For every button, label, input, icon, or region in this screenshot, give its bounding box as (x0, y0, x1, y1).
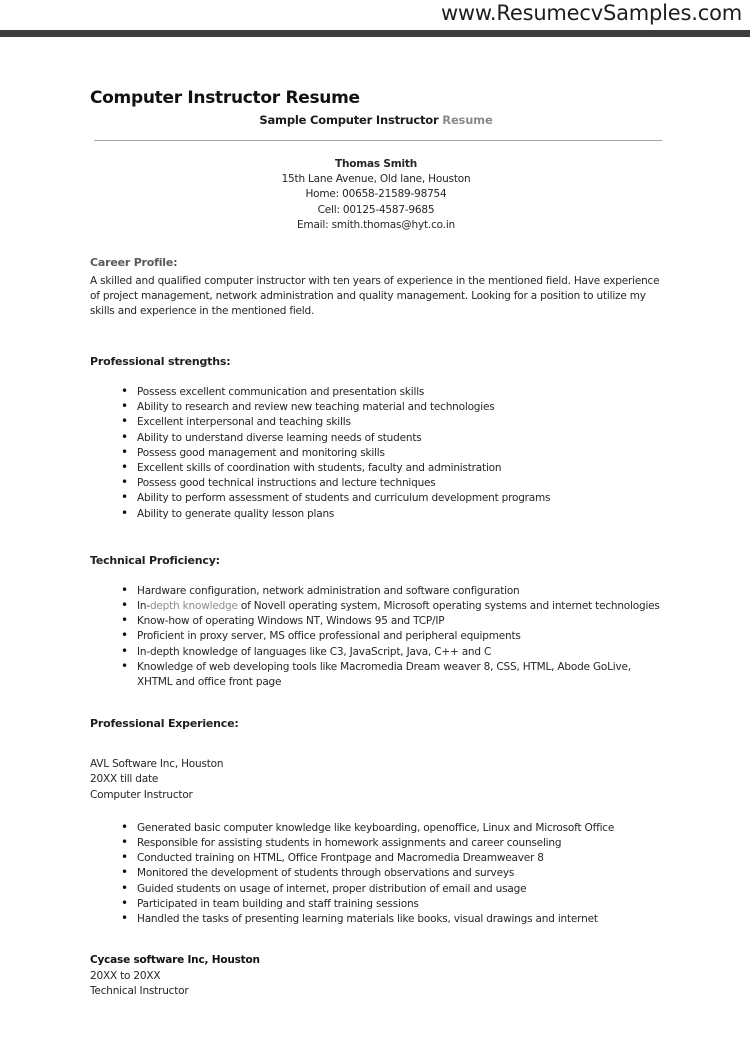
list-item: • Excellent skills of coordination with students, faculty and administration (137, 461, 662, 476)
list-item: • Handled the tasks of presenting learning materials like books, visual drawings and internet (137, 912, 662, 927)
list-item: • Monitored the development of students through observations and surveys (137, 866, 662, 881)
section-professional-experience (90, 716, 662, 999)
list-item: • Generated basic computer knowledge like keyboarding, openoffice, Linux and Microsoft Office (137, 821, 662, 836)
technical-list (90, 584, 662, 690)
list-item: • Possess excellent communication and presentation skills (137, 385, 662, 400)
contact-name: Thomas Smith (335, 158, 417, 170)
experience-heading: Professional Experience: (90, 717, 239, 731)
list-item: • Participated in team building and staff training sessions (137, 897, 662, 912)
list-item: • Conducted training on HTML, Office Frontpage and Macromedia Dreamweaver 8 (137, 851, 662, 866)
contact-address: 15th Lane Avenue, Old lane, Houston (281, 173, 471, 186)
list-item: • Excellent interpersonal and teaching skills (137, 415, 662, 430)
job-company: AVL Software Inc, Houston (90, 758, 224, 771)
list-item: • Responsible for assisting students in homework assignments and career counseling (137, 836, 662, 851)
job-role: Technical Instructor (90, 984, 189, 997)
experience-job-avl (90, 757, 662, 927)
job-role: Computer Instructor (90, 788, 193, 801)
site-url-link[interactable]: www.ResumecvSamples.com (440, 1, 742, 25)
career-profile-text: A skilled and qualified computer instructor with ten years of experience in the mentioned field. Have experience of project management, network administration and quality management. Looking for a position to utilize my skills and experience in the mentioned field. (90, 275, 660, 318)
list-item: • Ability to understand diverse learning needs of students (137, 431, 662, 446)
section-professional-strengths (90, 354, 662, 522)
contact-home-phone: Home: 00658-21589-98754 (305, 188, 447, 201)
section-career-profile (90, 255, 662, 319)
job-company: Cycase software Inc, Houston (90, 954, 260, 967)
technical-heading: Technical Proficiency: (90, 553, 220, 567)
subtitle-accent: Resume (442, 113, 493, 127)
career-profile-heading: Career Profile: (90, 256, 178, 270)
contact-cell-phone: Cell: 00125-4587-9685 (317, 203, 435, 216)
contact-block (90, 157, 662, 233)
list-item: • Ability to generate quality lesson plans (137, 507, 662, 522)
job-dates: 20XX till date (90, 773, 159, 786)
strengths-heading: Professional strengths: (90, 355, 231, 369)
list-item: • Know-how of operating Windows NT, Windows 95 and TCP/IP (137, 614, 662, 629)
list-item: • Possess good management and monitoring skills (137, 446, 662, 461)
list-item: • In-depth knowledge of Novell operating system, Microsoft operating systems and internet technologies (137, 599, 662, 614)
list-item: • Proficient in proxy server, MS office professional and peripheral equipments (137, 629, 662, 644)
list-item: • Knowledge of web developing tools like Macromedia Dream weaver 8, CSS, HTML, Abode GoLive, XHTML and office front page (137, 660, 662, 690)
list-item: • In-depth knowledge of languages like C3, JavaScript, Java, C++ and C (137, 645, 662, 660)
section-technical-proficiency (90, 553, 662, 690)
list-item: • Possess good technical instructions and lecture techniques (137, 476, 662, 491)
job-duties-list (90, 821, 662, 927)
experience-job-cycase (90, 953, 662, 999)
strengths-list (90, 385, 662, 522)
header-divider-bar (0, 30, 750, 37)
contact-email: Email: smith.thomas@hyt.co.in (296, 218, 455, 231)
list-item: • Guided students on usage of internet, proper distribution of email and usage (137, 882, 662, 897)
resume-content (0, 87, 750, 999)
list-item: • Ability to perform assessment of students and curriculum development programs (137, 491, 662, 506)
subtitle-main: Sample Computer Instructor (259, 113, 439, 127)
job-dates: 20XX to 20XX (90, 969, 161, 982)
page-subtitle (90, 113, 662, 128)
header-rule (94, 140, 662, 141)
list-item: • Hardware configuration, network administration and software configuration (137, 584, 662, 599)
page-title: Computer Instructor Resume (90, 88, 360, 108)
list-item: • Ability to research and review new teaching material and technologies (137, 400, 662, 415)
